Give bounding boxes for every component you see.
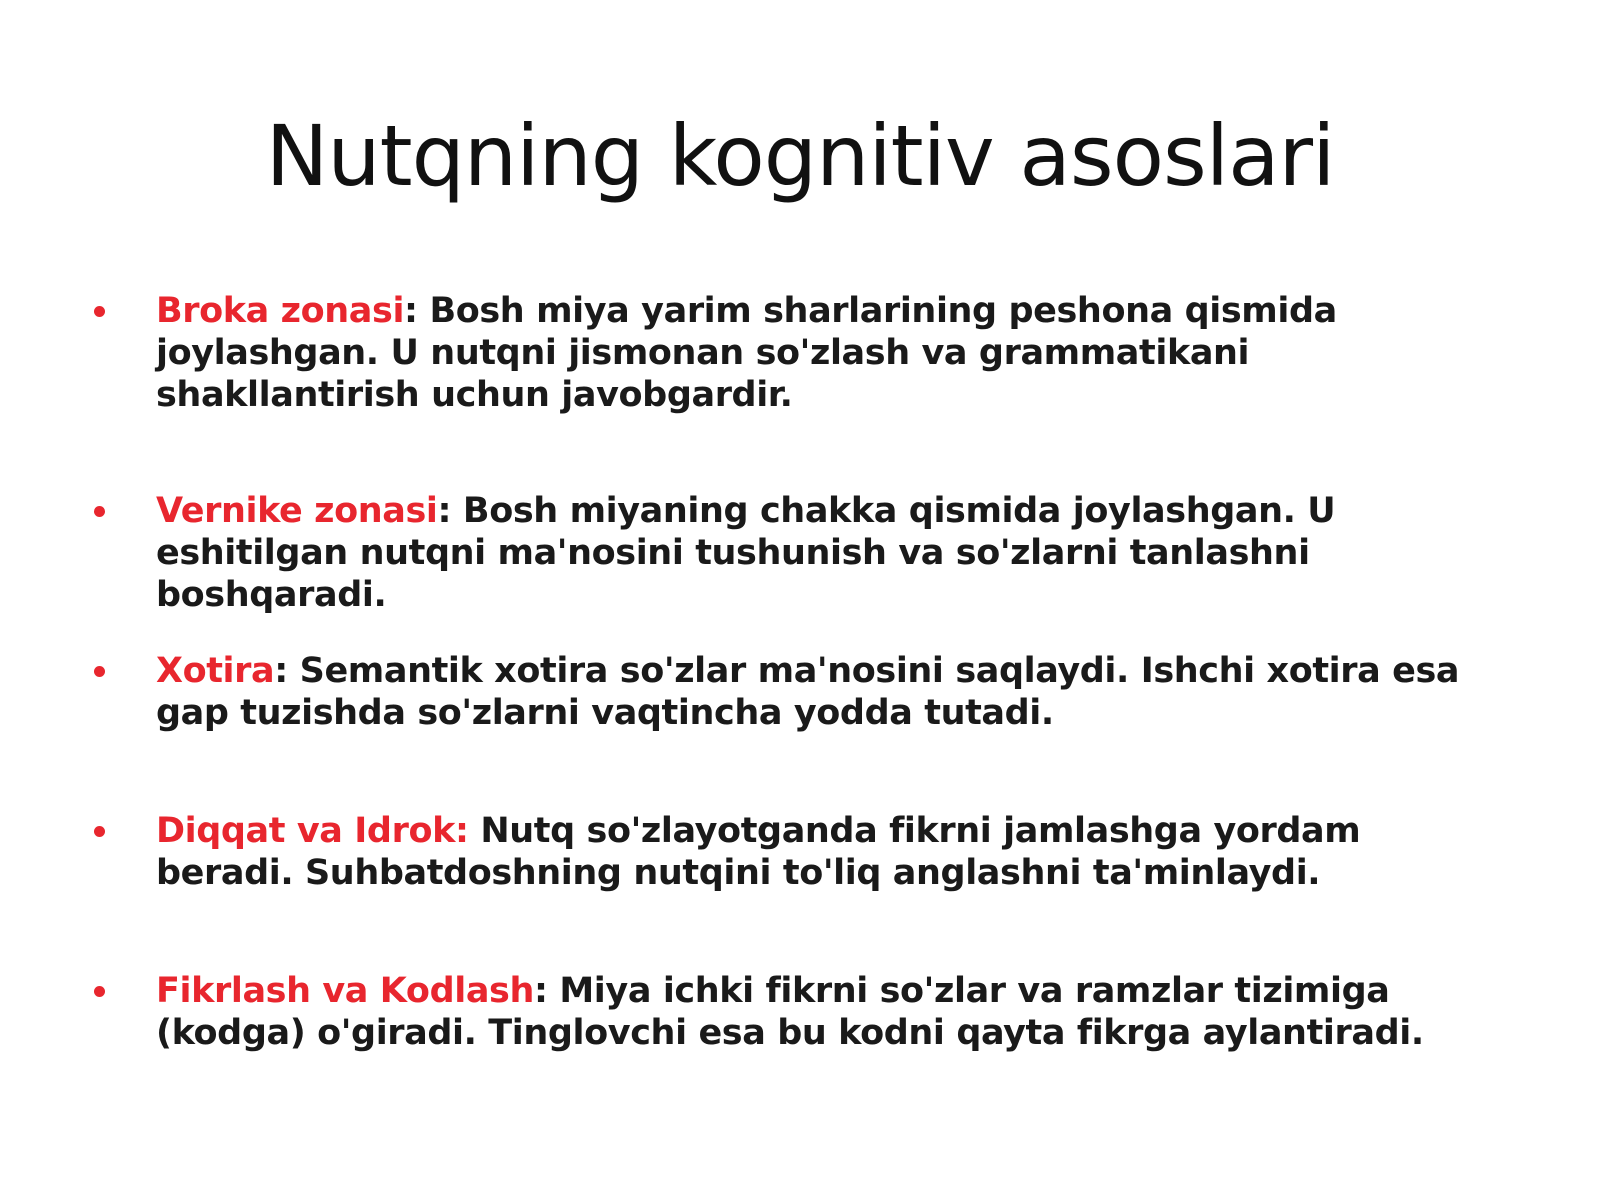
bullet-text: Miya ichki fikrni so'zlar va ramzlar tizimiga (kodga) o'giradi. Tinglovchi esa bu kodni qayta fikrga aylantiradi. [156,971,1424,1053]
bullet-separator: : [404,291,418,331]
bullet-item-xotira [156,650,1496,734]
bullet-term: Xotira [156,651,275,691]
bullet-term: Diqqat va Idrok: [156,811,469,851]
bullet-separator: : [437,491,452,531]
bullet-dot-icon [94,666,105,677]
bullet-item-vernike [156,490,1496,616]
slide-title: Nutqning kognitiv asoslari [265,107,1335,205]
bullet-term: Vernike zonasi [156,491,438,531]
bullet-dot-icon [94,306,105,317]
bullet-separator: : [533,971,548,1011]
bullet-separator: : [274,651,288,691]
bullet-term: Broka zonasi [156,291,405,331]
bullet-item-broka [156,290,1496,416]
bullet-term: Fikrlash va Kodlash [156,971,534,1011]
bullet-text: Nutq so'zlayotganda fikrni jamlashga yordam beradi. Suhbatdoshning nutqini to'liq anglashni ta'minlaydi. [156,811,1361,893]
bullet-dot-icon [94,506,105,517]
bullet-item-fikrlash [156,970,1496,1054]
bullet-dot-icon [94,986,105,997]
bullet-text: Bosh miyaning chakka qismida joylashgan. U eshitilgan nutqni ma'nosini tushunish va so'zlarni tanlashni boshqaradi. [156,491,1336,615]
bullet-text: Bosh miya yarim sharlarining peshona qismida joylashgan. U nutqni jismonan so'zlash va grammatikani shakllantirish uchun javobgardir. [156,291,1337,415]
bullet-dot-icon [94,826,105,837]
bullet-text: Semantik xotira so'zlar ma'nosini saqlaydi. Ishchi xotira esa gap tuzishda so'zlarni vaqtincha yodda tutadi. [156,651,1460,733]
bullet-item-diqqat [156,810,1496,894]
